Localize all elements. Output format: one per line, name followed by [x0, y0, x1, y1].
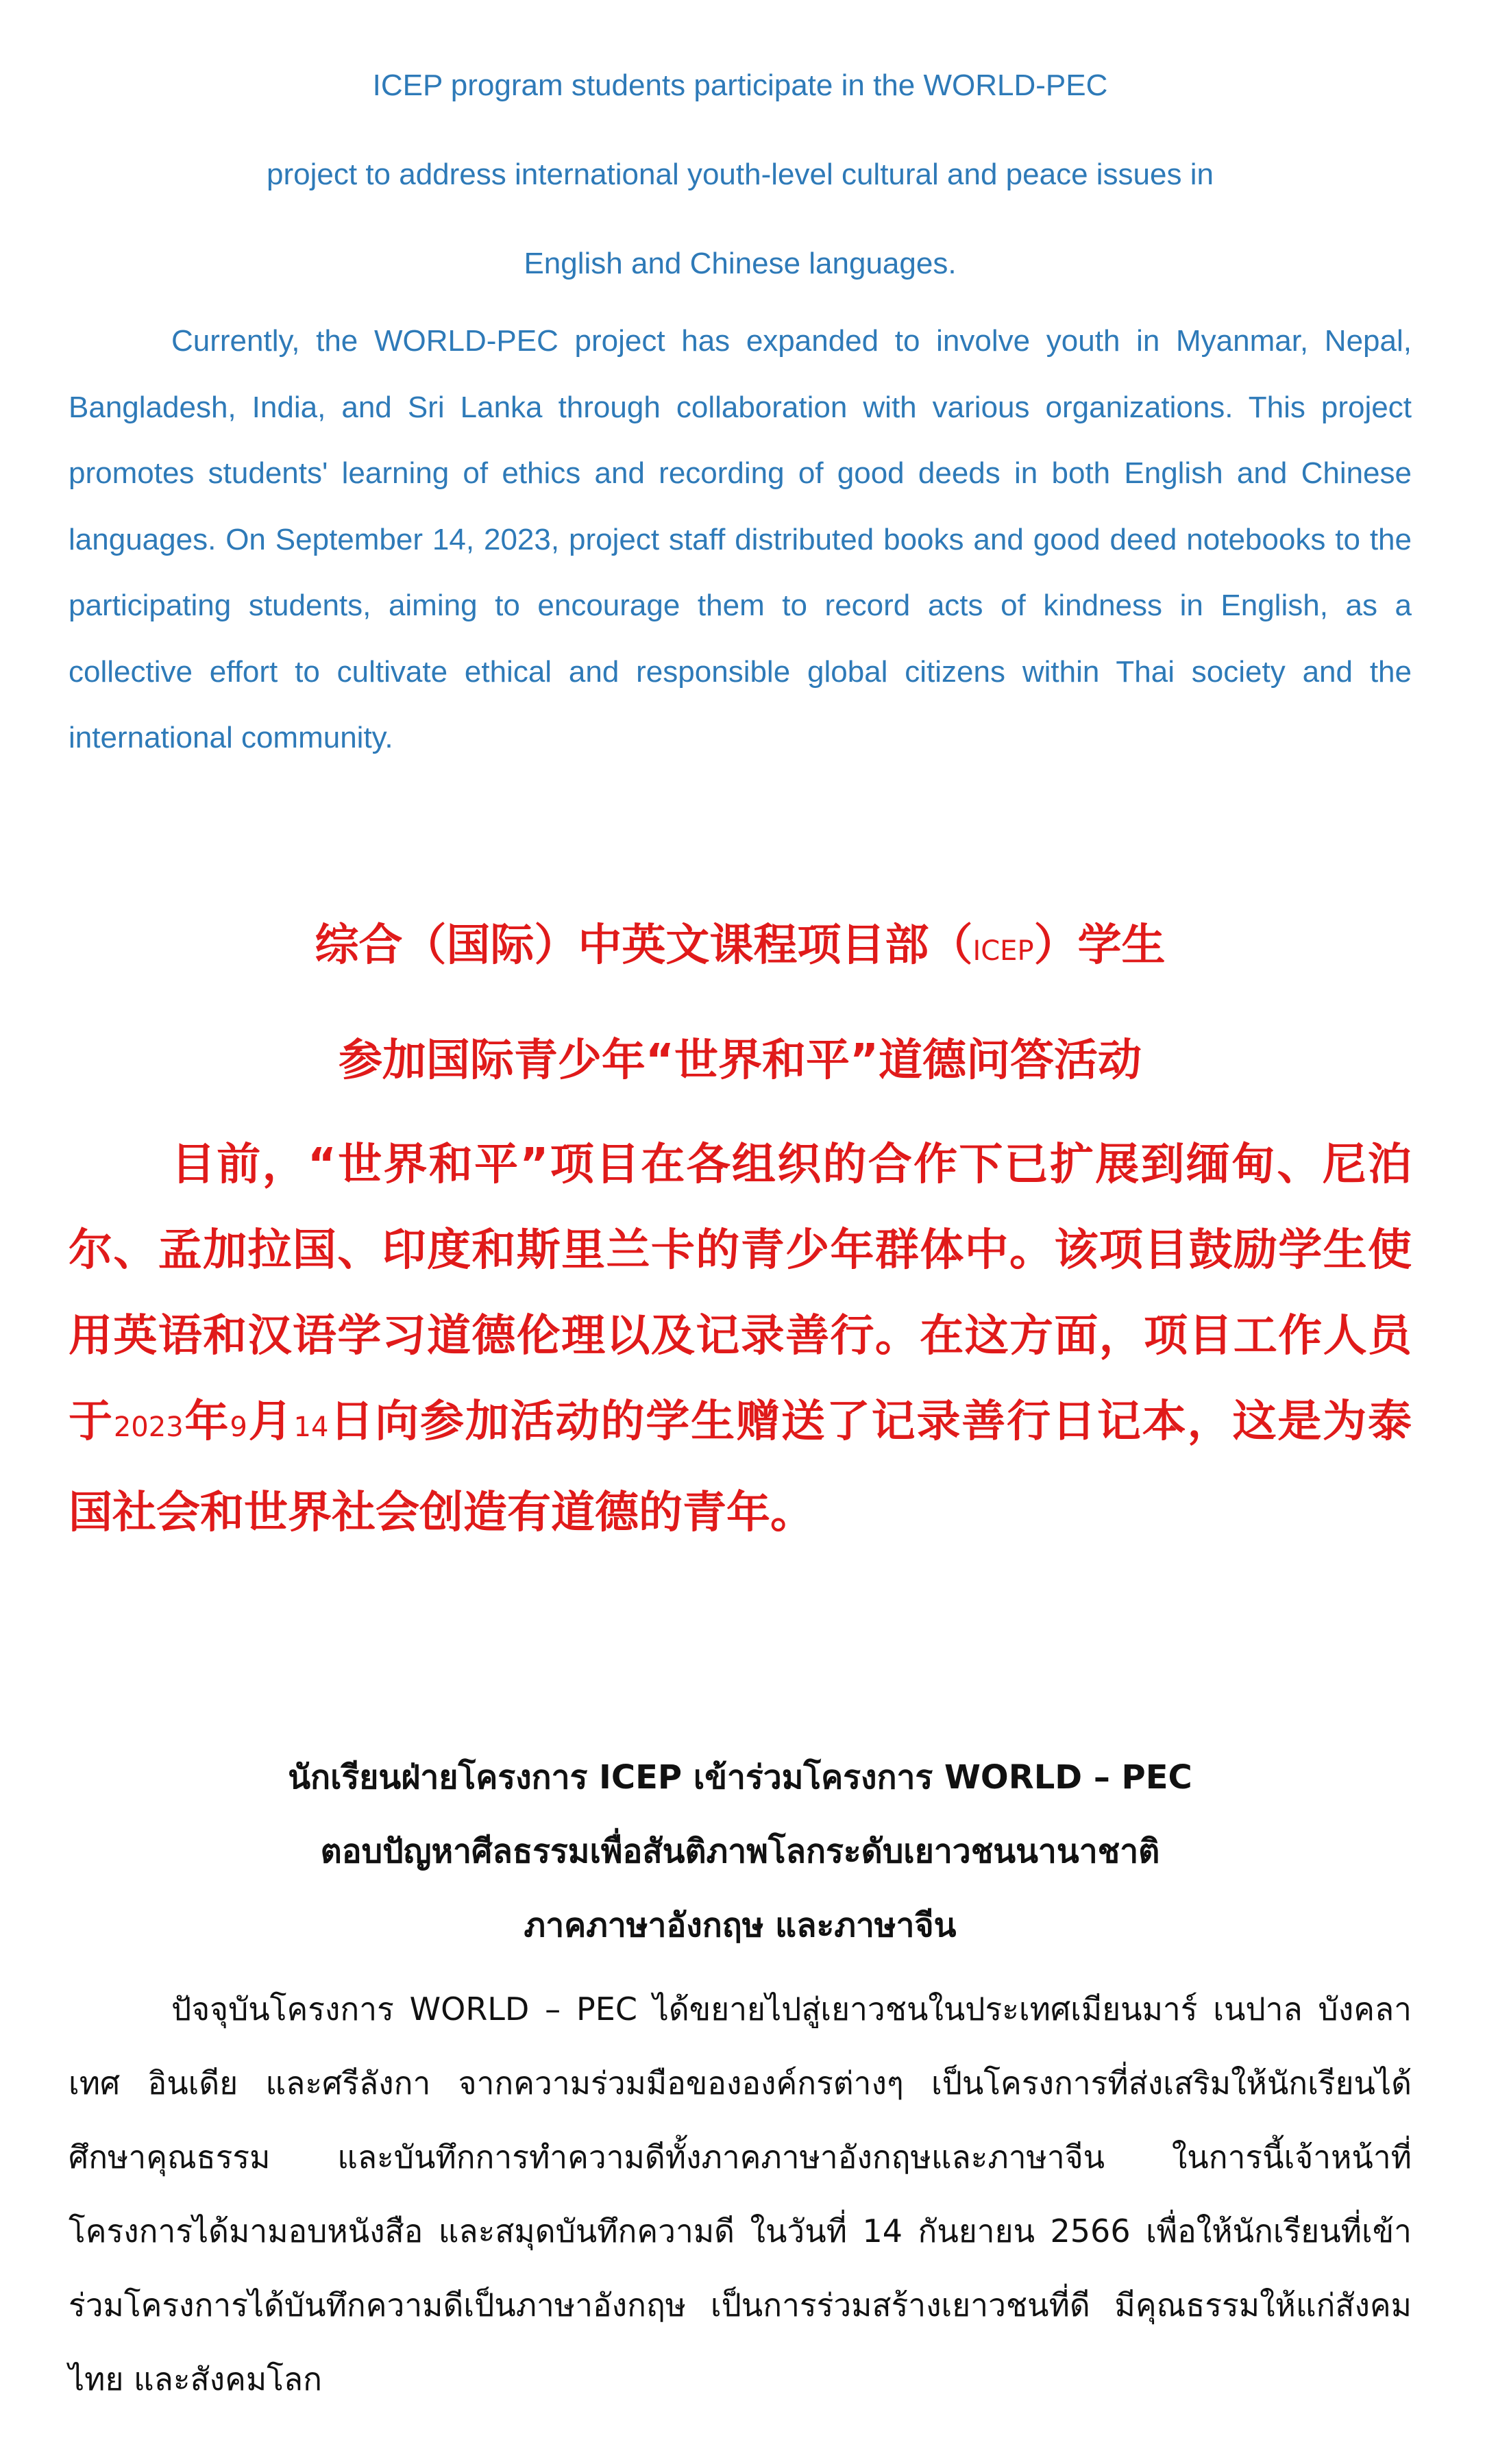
- thai-section: [69, 1740, 1412, 2416]
- chinese-title-part-a: 综合（国际）中英文课程项目部（: [315, 920, 973, 971]
- english-section: [69, 41, 1412, 772]
- chinese-body-part-a: 目前，“世界和平”项目在各组织的合作下已扩展到缅甸、尼泊尔、孟加拉国、印度和斯里兰卡的青少年群体中。该项目鼓励学生使用英语和汉语学习道德伦理以及记录善行。在这方面，项目工作人员于: [69, 1139, 1412, 1447]
- english-title-line-1: ICEP program students participate in the WORLD-PEC: [372, 69, 1108, 102]
- thai-title-line-3: ภาคภาษาอังกฤษ และภาษาจีน: [524, 1906, 957, 1945]
- chinese-section: [69, 891, 1412, 1556]
- chinese-body-part-b: 日向参加活动的学生赠送了记录善行日记本，这是为泰国社会和世界社会创造有道德的青年。: [69, 1396, 1412, 1538]
- thai-body-paragraph: ปัจจุบันโครงการ WORLD – PEC ได้ขยายไปสู่เยาวชนในประเทศเมียนมาร์ เนปาล บังคลาเทศ อินเดีย และศรีลังกา จากความร่วมมือขององค์กรต่างๆ เป็นโครงการที่ส่งเสริมให้นักเรียนได้ศึกษาคุณธรรม และบันทึกการทำความดีทั้งภาคภาษาอังกฤษและภาษาจีน ในการนี้เจ้าหน้าที่โครงการได้มามอบหนังสือ และสมุดบันทึกความดี ในวันที่ 14 กันยายน 2566 เพื่อให้นักเรียนที่เข้าร่วมโครงการได้บันทึกความดีเป็นภาษาอังกฤษ เป็นการร่วมสร้างเยาวชนที่ดี มีคุณธรรมให้แก่สังคมไทย และสังคมโลก: [69, 1991, 1412, 2398]
- chinese-title-icep: ICEP: [972, 935, 1034, 967]
- chinese-body-day: 14: [293, 1412, 329, 1443]
- chinese-title-line-1: [69, 891, 1412, 1006]
- chinese-body-month: 9: [230, 1412, 247, 1443]
- chinese-body-year: 2023: [113, 1412, 184, 1443]
- chinese-body-nian: 年: [183, 1396, 230, 1447]
- thai-title-line-1: นักเรียนฝ่ายโครงการ ICEP เข้าร่วมโครงการ WORLD – PEC: [288, 1758, 1192, 1797]
- english-body-paragraph: Currently, the WORLD-PEC project has expanded to involve youth in Myanmar, Nepal, Bangladesh, India, and Sri Lanka through collaboration with various organizations. This project promotes students' learning of ethics and recording of good deeds in both English and Chinese languages. On September 14, 2023, project staff distributed books and good deed notebooks to the participating students, aiming to encourage them to record acts of kindness in English, as a collective effort to cultivate ethical and responsible global citizens within Thai society and the international community.: [69, 324, 1412, 754]
- chinese-title-line-2: 参加国际青少年“世界和平”道德问答活动: [338, 1035, 1142, 1086]
- chinese-body-yue: 月: [247, 1396, 294, 1447]
- chinese-body-paragraph: [69, 1116, 1412, 1556]
- english-title-line-2: project to address international youth-level cultural and peace issues in: [267, 158, 1214, 191]
- english-title-line-3: English and Chinese languages.: [524, 247, 957, 280]
- chinese-title-part-b: ）学生: [1033, 920, 1166, 971]
- thai-title-line-2: ตอบปัญหาศีลธรรมเพื่อสันติภาพโลกระดับเยาวชนนานาชาติ: [320, 1832, 1160, 1871]
